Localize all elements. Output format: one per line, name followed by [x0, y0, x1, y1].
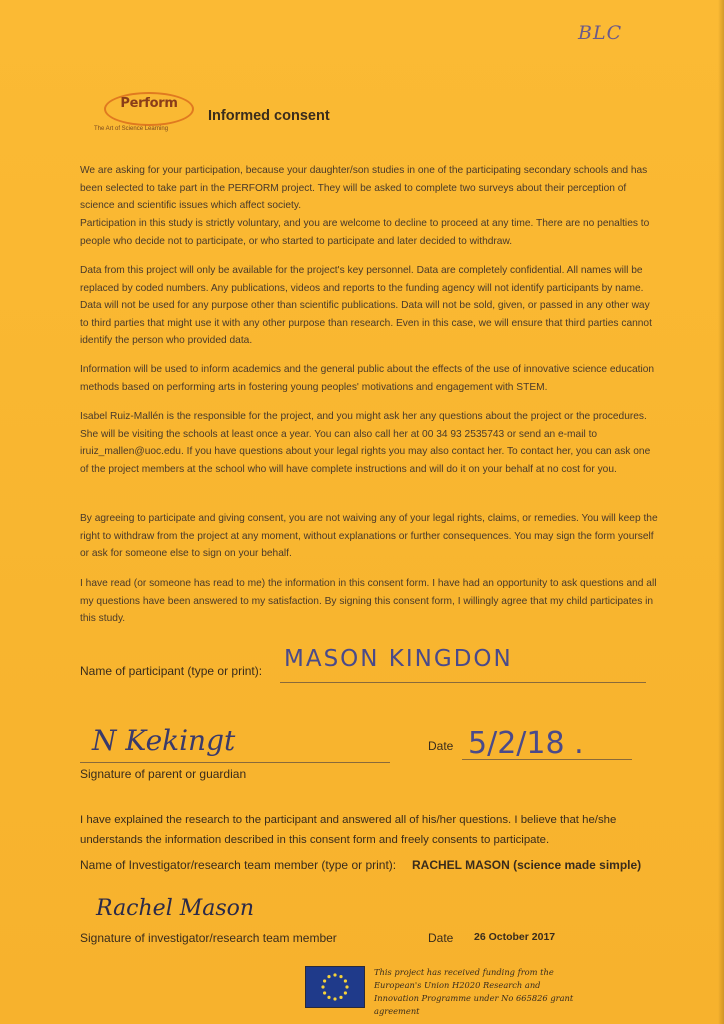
paragraph-voluntary: Participation in this study is strictly voluntary, and you are welcome to decline to proceed at any time. There are no penalties to people who decide not to participate, or who started to participate and later decided to withdraw.	[80, 218, 650, 247]
investigator-date-value: 26 October 2017	[474, 931, 556, 943]
paragraph-confidentiality: Data from this project will only be available for the project's key personnel. Data are completely confidential. All names will be replaced by coded numbers. Any publications, videos and reports to the funding agency will not identify participants by name. Data will not be used for any purpose other than scientific publications. Data will not be sold, given, or passed in any other way to third parties that might use it with any other purpose than research. Even in this case, we will ensure that third parties cannot identify the person who provided data.	[80, 265, 652, 347]
funding-statement: This project has received funding from the European's Union H2020 Research and Innovation Programme under No 665826 grant agreement	[374, 967, 574, 1016]
participant-name-value: MASON KINGDON	[284, 646, 513, 672]
parent-signature-line	[80, 762, 390, 763]
paragraph-rights: By agreeing to participate and giving consent, you are not waiving any of your legal rights, claims, or remedies. You will keep the right to withdraw from the project at any moment, without explanations or further consequences. You may sign the form yourself or ask for someone else to sign on your behalf.	[80, 513, 658, 560]
parent-date-label: Date	[428, 739, 454, 753]
eu-stars-icon	[306, 967, 364, 1007]
logo-tagline: The Art of Science Learning	[94, 126, 169, 132]
paragraph-agreement: I have read (or someone has read to me) the information in this consent form. I have had an opportunity to ask questions and all my questions have been answered to my satisfaction. By signing this consent form, I willingly agree that my child participates in this study.	[80, 578, 657, 625]
investigator-statement: I have explained the research to the participant and answered all of his/her questions. I believe that he/she understands the information described in this consent form and freely consents to participate.	[80, 814, 617, 846]
logo-name: Perform	[120, 96, 178, 111]
paragraph-purpose: We are asking for your participation, because your daughter/son studies in one of the participating secondary schools and has been selected to take part in the PERFORM project. They will be asked to complete two surveys about their perception of science and scientific issues which affect society.	[80, 165, 648, 212]
parent-signature-label: Signature of parent or guardian	[80, 767, 247, 781]
participant-name-line	[280, 682, 646, 683]
parent-date-value: 5/2/18 .	[468, 726, 584, 761]
investigator-signature: Rachel Mason	[96, 896, 255, 921]
paragraph-information-use: Information will be used to inform academics and the general public about the effects of the use of innovative science education methods based on performing arts in fostering young peoples' motivations and engagement with STEM.	[80, 364, 655, 393]
paragraph-contact: Isabel Ruiz-Mallén is the responsible for the project, and you might ask her any questions about the project or the procedures. She will be visiting the schools at least once a year. You can also call her at 00 34 93 2535743 or send an e-mail to iruiz_mallen@uoc.edu. If you have questions about your legal rights you may also contact her. To contact her, you can ask one of the project members at the school who will have complete instructions and will do it on your behalf at no cost for you.	[80, 411, 651, 475]
perform-logo	[88, 86, 198, 138]
document-title: Informed consent	[208, 108, 330, 124]
investigator-name-label: Name of Investigator/research team member (type or print):	[80, 858, 397, 872]
page-edge-shadow	[718, 0, 724, 1024]
participant-name-label: Name of participant (type or print):	[80, 664, 263, 678]
investigator-date-label: Date	[428, 931, 454, 945]
eu-flag-icon	[305, 966, 365, 1008]
parent-signature: N Kekingt	[92, 724, 236, 757]
investigator-name-value: RACHEL MASON (science made simple)	[412, 858, 642, 872]
corner-handwritten-mark: BLC	[578, 22, 623, 44]
investigator-signature-label: Signature of investigator/research team member	[80, 931, 337, 945]
